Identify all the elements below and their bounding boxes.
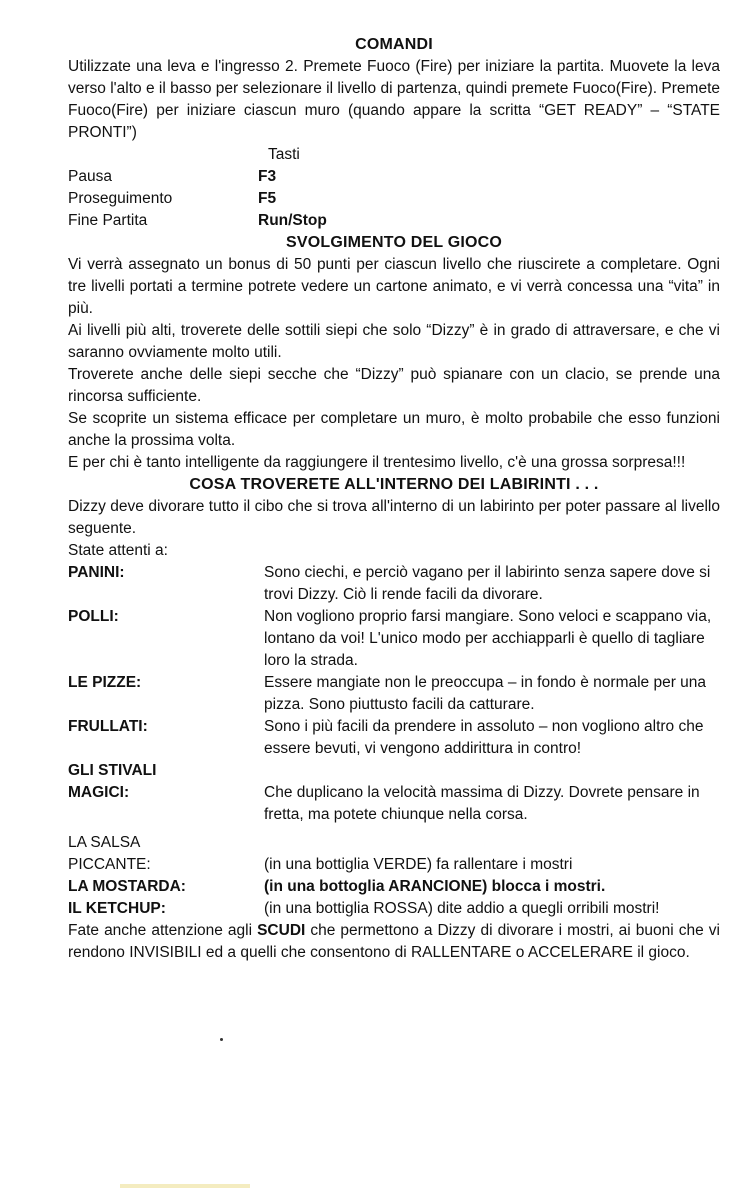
item-desc: [264, 832, 720, 876]
closing-bold: SCUDI: [257, 922, 306, 939]
svolgimento-paragraph: Vi verrà assegnato un bonus di 50 punti per ciascun livello che riuscirete a completare. Ogni tre livelli portati a termine potrete vedere un cartone animato, e vi verrà concessa una “vita” in più.: [68, 256, 720, 317]
item-name: LE PIZZE:: [68, 674, 142, 691]
item-desc: [264, 760, 720, 826]
item-name: FRULLATI:: [68, 718, 148, 735]
closing-text: che permettono a Dizzy di divorare i mostri, ai buoni che vi rendono INVISIBILI ed a quelli che consentono di RALLENTARE o ACCELERARE il gioco.: [68, 922, 720, 961]
item-name: [68, 760, 264, 826]
item-mostarda: [68, 876, 720, 898]
svolgimento-paragraph: Se scoprite un sistema efficace per completare un muro, è molto probabile che esso funzioni anche la prossima volta.: [68, 410, 720, 449]
key-value: Run/Stop: [258, 212, 327, 229]
key-value: F3: [258, 168, 277, 185]
item-polli: [68, 606, 720, 672]
key-row-pausa: [68, 166, 720, 188]
item-ketchup: [68, 898, 720, 920]
comandi-title: COMANDI: [355, 36, 433, 53]
item-name-line: PICCANTE:: [68, 856, 151, 873]
comandi-intro: Utilizzate una leva e l'ingresso 2. Premete Fuoco (Fire) per iniziare la partita. Muovete la leva verso l'alto e il basso per selezionare il livello di partenza, quindi premete Fuoco(Fire). Premete Fuoco(Fire) per iniziare ciascun muro (quando appare la scritta “GET READY” – “STATE PRONTI”): [68, 58, 720, 141]
item-name: POLLI:: [68, 608, 119, 625]
closing-paragraph: [68, 920, 720, 964]
item-name: [68, 832, 264, 876]
item-desc: (in una bottiglia ROSSA) dite addio a quegli orribili mostri!: [264, 900, 660, 917]
svolgimento-paragraph: Ai livelli più alti, troverete delle sottili siepi che solo “Dizzy” è in grado di attraversare, e che vi saranno ovviamente molto utili.: [68, 322, 720, 361]
key-row-fine-partita: [68, 210, 720, 232]
labirinti-title: COSA TROVERETE ALL'INTERNO DEI LABIRINTI . . .: [189, 476, 599, 493]
item-name: LA MOSTARDA:: [68, 878, 186, 895]
key-value: F5: [258, 190, 277, 207]
page-speck: [220, 1038, 223, 1041]
item-desc: Non vogliono proprio farsi mangiare. Sono veloci e scappano via, lontano da voi! L'unico modo per acchiapparli è quello di tagliare loro la strada.: [264, 608, 712, 669]
svolgimento-paragraph: E per chi è tanto intelligente da raggiungere il trentesimo livello, c'è una grossa sorpresa!!!: [68, 454, 686, 471]
item-pizze: [68, 672, 720, 716]
item-name-line: LA SALSA: [68, 834, 141, 851]
item-desc-text: (in una bottiglia VERDE) fa rallentare i mostri: [264, 856, 573, 873]
item-desc: (in una bottoglia ARANCIONE) blocca i mostri.: [264, 878, 606, 895]
item-salsa: [68, 832, 720, 876]
svolgimento-paragraph: Troverete anche delle siepi secche che “Dizzy” può spianare con un clacio, se prende una rincorsa sufficiente.: [68, 366, 720, 405]
item-name-line: MAGICI:: [68, 784, 130, 801]
item-panini: [68, 562, 720, 606]
items-list: [68, 562, 720, 920]
closing-text: Fate anche attenzione agli: [68, 922, 258, 939]
item-name: IL KETCHUP:: [68, 900, 166, 917]
item-stivali: [68, 760, 720, 826]
keys-header: Tasti: [268, 146, 300, 163]
item-frullati: [68, 716, 720, 760]
state-attenti: State attenti a:: [68, 542, 168, 559]
labirinti-intro: Dizzy deve divorare tutto il cibo che si trova all'interno di un labirinto per poter passare al livello seguente.: [68, 498, 720, 537]
manual-page: [68, 34, 720, 964]
key-row-proseguimento: [68, 188, 720, 210]
key-label: Fine Partita: [68, 212, 148, 229]
item-name-line: GLI STIVALI: [68, 762, 157, 779]
page-edge-strip: [120, 1184, 250, 1188]
item-desc: Sono i più facili da prendere in assoluto – non vogliono altro che essere bevuti, vi vengono addirittura in contro!: [264, 718, 704, 757]
svolgimento-title: SVOLGIMENTO DEL GIOCO: [285, 234, 503, 251]
item-desc: Sono ciechi, e perciò vagano per il labirinto senza sapere dove si trovi Dizzy. Ciò li rende facili da divorare.: [264, 564, 711, 603]
key-label: Pausa: [68, 168, 112, 185]
keys-table: [68, 144, 720, 232]
item-desc-text: Che duplicano la velocità massima di Dizzy. Dovrete pensare in fretta, ma potete chiunque nella corsa.: [264, 784, 700, 823]
item-name: PANINI:: [68, 564, 125, 581]
item-desc: Essere mangiate non le preoccupa – in fondo è normale per una pizza. Sono piuttusto facili da catturare.: [264, 674, 707, 713]
key-label: Proseguimento: [68, 190, 173, 207]
